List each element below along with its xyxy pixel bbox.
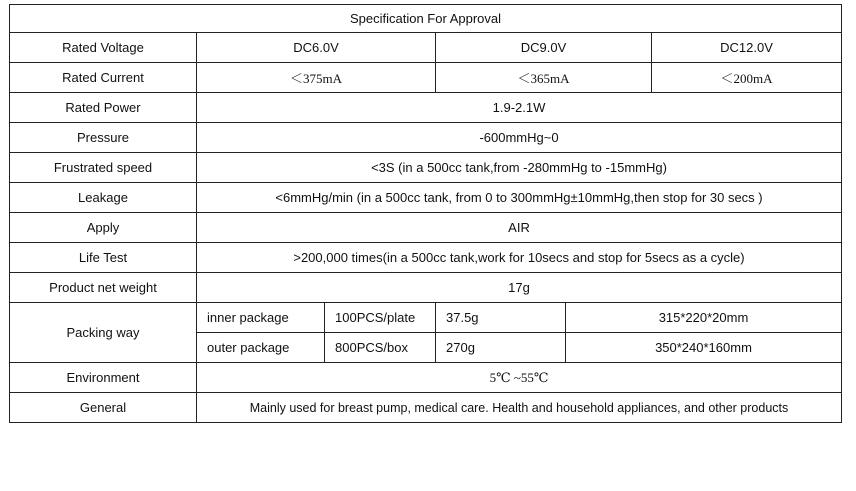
apply-value: AIR [197, 213, 842, 243]
specification-table [9, 4, 842, 423]
rated-voltage-6v: DC6.0V [197, 33, 436, 63]
rated-current-12v: ＜200mA [652, 63, 842, 93]
rated-voltage-row [10, 33, 842, 63]
pressure-row [10, 123, 842, 153]
outer-package-weight: 270g [436, 333, 566, 363]
general-row [10, 393, 842, 423]
general-value: Mainly used for breast pump, medical care. Health and household appliances, and other products [197, 393, 842, 423]
rated-power-value: 1.9-2.1W [197, 93, 842, 123]
rated-voltage-12v: DC12.0V [652, 33, 842, 63]
inner-package-weight: 37.5g [436, 303, 566, 333]
packing-inner-row [10, 303, 842, 333]
rated-power-row [10, 93, 842, 123]
leakage-label: Leakage [10, 183, 197, 213]
outer-package-type: outer package [197, 333, 325, 363]
outer-package-size: 350*240*160mm [566, 333, 842, 363]
net-weight-label: Product net weight [10, 273, 197, 303]
packing-way-label: Packing way [10, 303, 197, 363]
rated-current-9v: ＜365mA [436, 63, 652, 93]
life-test-value: >200,000 times(in a 500cc tank,work for 10secs and stop for 5secs as a cycle) [197, 243, 842, 273]
leakage-value: <6mmHg/min (in a 500cc tank, from 0 to 300mmHg±10mmHg,then stop for 30 secs ) [197, 183, 842, 213]
general-label: General [10, 393, 197, 423]
title-row [10, 5, 842, 33]
environment-row [10, 363, 842, 393]
life-test-row [10, 243, 842, 273]
net-weight-row [10, 273, 842, 303]
net-weight-value: 17g [197, 273, 842, 303]
frustrated-speed-value: <3S (in a 500cc tank,from -280mmHg to -15mmHg) [197, 153, 842, 183]
apply-label: Apply [10, 213, 197, 243]
environment-label: Environment [10, 363, 197, 393]
inner-package-quantity: 100PCS/plate [325, 303, 436, 333]
rated-power-label: Rated Power [10, 93, 197, 123]
frustrated-speed-row [10, 153, 842, 183]
pressure-value: -600mmHg~0 [197, 123, 842, 153]
life-test-label: Life Test [10, 243, 197, 273]
rated-voltage-label: Rated Voltage [10, 33, 197, 63]
inner-package-size: 315*220*20mm [566, 303, 842, 333]
table-title: Specification For Approval [10, 5, 842, 33]
apply-row [10, 213, 842, 243]
rated-voltage-9v: DC9.0V [436, 33, 652, 63]
outer-package-quantity: 800PCS/box [325, 333, 436, 363]
environment-value: 5℃ ~55℃ [197, 363, 842, 393]
frustrated-speed-label: Frustrated speed [10, 153, 197, 183]
pressure-label: Pressure [10, 123, 197, 153]
rated-current-row [10, 63, 842, 93]
inner-package-type: inner package [197, 303, 325, 333]
leakage-row [10, 183, 842, 213]
rated-current-6v: ＜375mA [197, 63, 436, 93]
rated-current-label: Rated Current [10, 63, 197, 93]
